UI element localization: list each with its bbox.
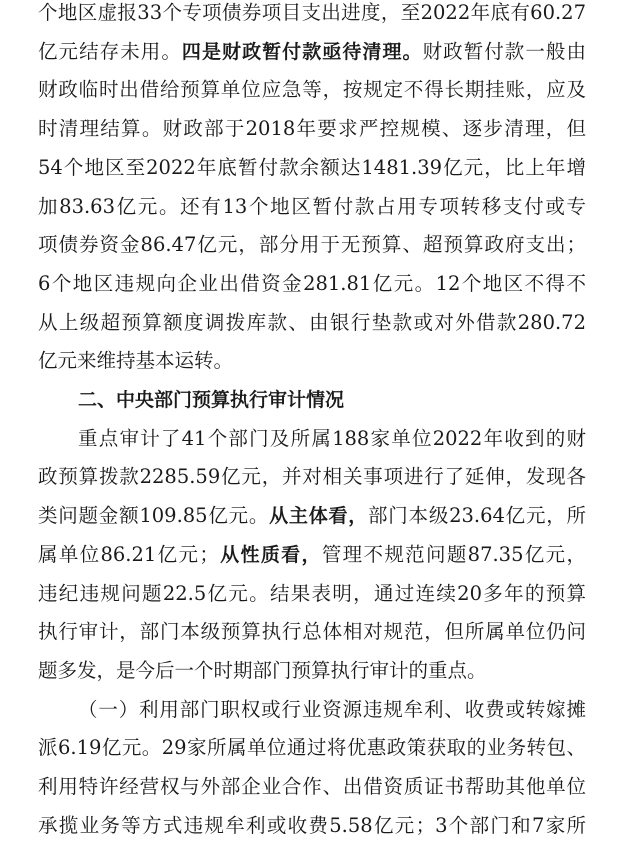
text-run: 亿元结存未用。 (38, 39, 182, 63)
paragraph-line: 从上级超预算额度调拨库款、由银行垫款或对外借款280.72 (38, 310, 586, 334)
bold-lead-phrase: 从性质看， (218, 543, 322, 566)
paragraph-line (38, 497, 586, 535)
paragraph-line: 项债券资金86.47亿元，部分用于无预算、超预算政府支出； (38, 233, 586, 257)
text-run: 财政暂付款一般由 (422, 39, 586, 63)
paragraph-line: 派6.19亿元。29家所属单位通过将优惠政策获取的业务转包、 (38, 736, 586, 760)
paragraph-line: 加83.63亿元。还有13个地区暂付款占用专项转移支付或专 (38, 194, 586, 218)
text-run: 属单位86.21亿元； (38, 542, 219, 566)
paragraph-line: 违纪违规问题22.5亿元。结果表明，通过连续20多年的预算 (38, 581, 586, 605)
text-run: 类问题金额109.85亿元。 (38, 504, 270, 528)
section-heading: 二、中央部门预算执行审计情况 (78, 389, 345, 411)
paragraph-line: 个地区虚报33个专项债券项目支出进度，至2022年底有60.27 (38, 1, 586, 24)
paragraph-line: 财政临时出借给预算单位应急等，按规定不得长期挂账，应及 (38, 78, 586, 102)
paragraph-line (38, 536, 586, 574)
paragraph-line: 执行审计，部门本级预算执行总体相对规范，但所属单位仍问 (38, 620, 586, 644)
bold-lead-phrase: 从主体看， (269, 505, 369, 528)
bold-lead-phrase: 四是财政暂付款亟待清理。 (181, 40, 423, 63)
text-run: 部门本级23.64亿元，所 (368, 504, 586, 528)
paragraph-line: 承揽业务等方式违规牟利或收费5.58亿元；3个部门和7家所 (38, 813, 586, 837)
paragraph-line: 重点审计了41个部门及所属188家单位2022年收到的财 (78, 426, 586, 450)
paragraph-line: 时清理结算。财政部于2018年要求严控规模、逐步清理，但 (38, 117, 586, 141)
paragraph-line: 6个地区违规向企业出借资金281.81亿元。12个地区不得不 (38, 271, 586, 295)
text-run: 管理不规范问题87.35亿元， (321, 542, 586, 566)
paragraph-line: 题多发，是今后一个时期部门预算执行审计的重点。 (38, 658, 487, 682)
paragraph-line: 亿元来维持基本运转。 (38, 349, 234, 373)
paragraph-line: 利用特许经营权与外部企业合作、出借资质证书帮助其他单位 (38, 775, 586, 798)
paragraph-line: 政预算拨款2285.59亿元，并对相关事项进行了延伸，发现各 (38, 465, 586, 489)
paragraph-line (38, 33, 586, 71)
paragraph-line: 54个地区至2022年底暂付款余额达1481.39亿元，比上年增 (38, 155, 586, 179)
paragraph-line: （一）利用部门职权或行业资源违规牟利、收费或转嫁摊 (78, 697, 586, 721)
